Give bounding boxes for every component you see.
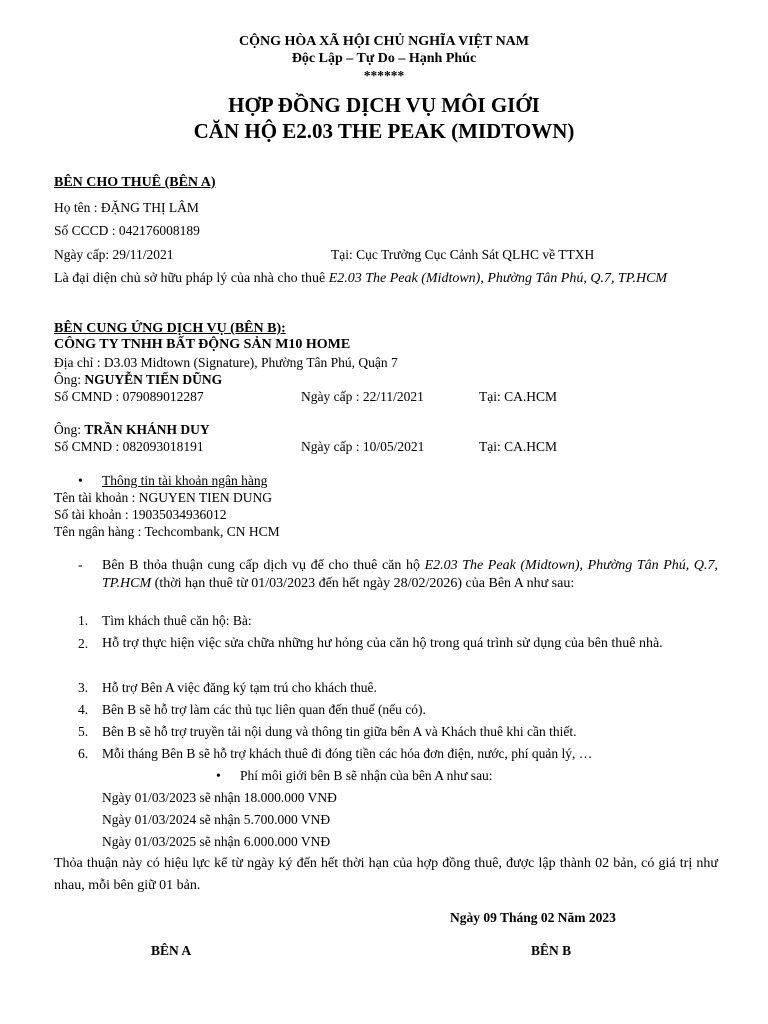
service-item: Mỗi tháng Bên B sẽ hỗ trợ khách thuê đi đóng tiền các hóa đơn điện, nước, phí quản lý, …	[102, 746, 593, 761]
signature-party-b: BÊN B	[531, 943, 572, 958]
party-a-issue-place: Tại: Cục Trưởng Cục Cảnh Sát QLHC về TTXH	[331, 247, 595, 262]
representative-2	[54, 422, 210, 438]
representative-2-id: Số CMND : 082093018191	[54, 439, 204, 454]
party-a-id: Số CCCD : 042176008189	[54, 223, 200, 238]
service-number: 4.	[78, 702, 89, 717]
party-a-name: Họ tên : ĐẶNG THỊ LÂM	[54, 200, 199, 215]
service-item: Bên B sẽ hỗ trợ truyền tải nội dung và thông tin giữa bên A và Khách thuê khi cần thiết.	[102, 724, 577, 739]
bank-account-name: Tên tài khoản : NGUYEN TIEN DUNG	[54, 490, 272, 505]
title-line-2: CĂN HỘ E2.03 THE PEAK (MIDTOWN)	[193, 119, 575, 143]
representative-2-prefix: Ông:	[54, 422, 85, 437]
fees-heading: Phí môi giới bên B sẽ nhận của bên A như sau:	[240, 768, 493, 783]
service-number: 5.	[78, 724, 89, 739]
property-address: E2.03 The Peak (Midtown), Phường Tân Phú, Q.7, TP.HCM	[328, 271, 668, 286]
representation-text: Là đại diện chủ sở hữu pháp lý của nhà cho thuê	[54, 271, 329, 286]
country-name: CỘNG HÒA XÃ HỘI CHỦ NGHĨA VIỆT NAM	[238, 34, 529, 49]
bank-heading: Thông tin tài khoản ngân hàng	[102, 473, 268, 488]
validity-clause: Thỏa thuận này có hiệu lực kể từ ngày ký đến hết thời hạn của hợp đồng thuê, được lập thành 02 bản, có giá trị như nhau, mỗi bên giữ 01 bản.	[54, 856, 718, 893]
company-name: CÔNG TY TNHH BẤT ĐỘNG SẢN M10 HOME	[54, 337, 351, 352]
service-number: 6.	[78, 746, 89, 761]
bank-account-number: Số tài khoản : 19035034936012	[54, 507, 227, 522]
representative-1-issue-place: Tại: CA.HCM	[479, 389, 558, 404]
representative-1-issue-date: Ngày cấp : 22/11/2021	[301, 389, 424, 404]
representative-1	[54, 372, 222, 388]
representative-2-name: TRẦN KHÁNH DUY	[84, 422, 210, 437]
representative-1-prefix: Ông:	[54, 372, 85, 387]
stars-divider: ******	[363, 68, 405, 83]
party-a-representation	[54, 270, 694, 287]
agreement-dash: -	[78, 557, 83, 572]
party-a-heading: BÊN CHO THUÊ (BÊN A)	[54, 175, 216, 190]
fee-item: Ngày 01/03/2025 sẽ nhận 6.000.000 VNĐ	[102, 834, 331, 849]
service-item: Bên B sẽ hỗ trợ làm các thủ tục liên quan đến thuế (nếu có).	[102, 702, 426, 717]
agreement-suffix: (thời hạn thuê từ 01/03/2023 đến hết ngày 28/02/2026) của Bên A như sau:	[151, 576, 575, 591]
motto: Độc Lập – Tự Do – Hạnh Phúc	[291, 51, 477, 66]
bank-bullet: •	[78, 473, 83, 488]
bank-name: Tên ngân hàng : Techcombank, CN HCM	[54, 524, 280, 539]
signing-date: Ngày 09 Tháng 02 Năm 2023	[450, 910, 616, 925]
representative-1-name: NGUYỄN TIẾN DŨNG	[84, 372, 223, 387]
company-address: Địa chỉ : D3.03 Midtown (Signature), Phường Tân Phú, Quận 7	[54, 355, 398, 370]
agreement-property: E2.03 The Peak (Midtown), Phường Tân Phú, Q.7, TP.HCM	[102, 558, 718, 591]
agreement-prefix: Bên B thỏa thuận cung cấp dịch vụ để cho thuê căn hộ	[102, 558, 425, 573]
representative-2-issue-place: Tại: CA.HCM	[479, 439, 558, 454]
party-b-heading: BÊN CUNG ỨNG DỊCH VỤ (BÊN B):	[54, 321, 286, 336]
fee-item: Ngày 01/03/2024 sẽ nhận 5.700.000 VNĐ	[102, 812, 331, 827]
party-a-issue-date: Ngày cấp: 29/11/2021	[54, 247, 174, 262]
signature-party-a: BÊN A	[151, 943, 192, 958]
title-line-1: HỢP ĐỒNG DỊCH VỤ MÔI GIỚI	[228, 93, 540, 117]
fees-bullet: •	[216, 768, 221, 783]
fee-item: Ngày 01/03/2023 sẽ nhận 18.000.000 VNĐ	[102, 790, 337, 805]
service-item: Tìm khách thuê căn hộ: Bà:	[102, 613, 252, 628]
representative-1-id: Số CMND : 079089012287	[54, 389, 204, 404]
service-item: Hỗ trợ Bên A việc đăng ký tạm trú cho khách thuê.	[102, 680, 377, 695]
agreement-text	[102, 557, 718, 593]
service-number: 1.	[78, 613, 89, 628]
service-number: 2.	[78, 636, 89, 651]
service-item: Hỗ trợ thực hiện việc sửa chữa những hư hỏng của căn hộ trong quá trình sử dụng của bên thuê nhà.	[102, 636, 663, 651]
representative-2-issue-date: Ngày cấp : 10/05/2021	[301, 439, 425, 454]
service-number: 3.	[78, 680, 89, 695]
